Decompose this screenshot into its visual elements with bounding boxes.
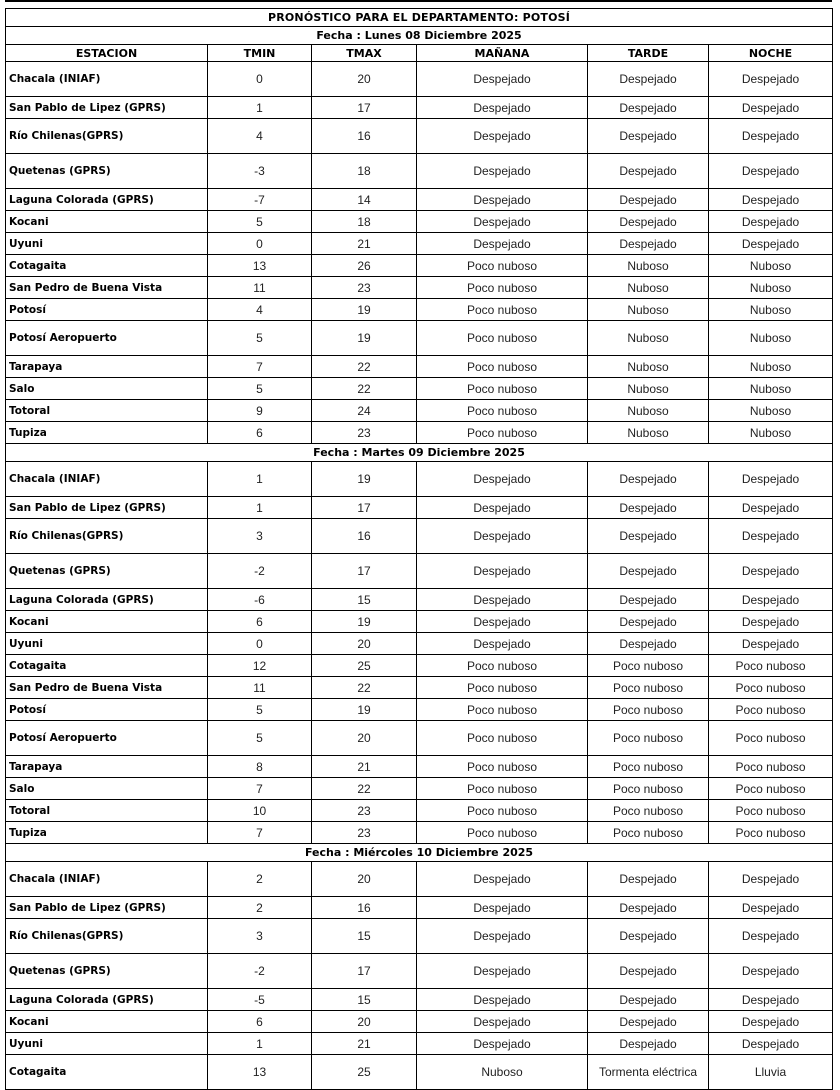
table-row xyxy=(6,400,833,422)
table-row xyxy=(6,497,833,519)
cell-night: Despejado xyxy=(709,519,833,554)
table-row xyxy=(6,778,833,800)
cell-tmax: 16 xyxy=(312,897,417,919)
cell-night: Despejado xyxy=(709,954,833,989)
cell-afternoon: Despejado xyxy=(588,954,709,989)
cell-tmin: 12 xyxy=(208,655,312,677)
cell-morning: Despejado xyxy=(417,919,588,954)
cell-tmin: 1 xyxy=(208,97,312,119)
cell-station: San Pedro de Buena Vista xyxy=(6,277,208,299)
cell-morning: Nuboso xyxy=(417,1055,588,1090)
cell-afternoon: Poco nuboso xyxy=(588,756,709,778)
cell-night: Poco nuboso xyxy=(709,822,833,844)
cell-tmax: 20 xyxy=(312,62,417,97)
cell-tmax: 21 xyxy=(312,756,417,778)
cell-afternoon: Poco nuboso xyxy=(588,655,709,677)
cell-morning: Despejado xyxy=(417,462,588,497)
table-row xyxy=(6,154,833,189)
table-row xyxy=(6,633,833,655)
table-row xyxy=(6,919,833,954)
cell-night: Despejado xyxy=(709,97,833,119)
cell-tmax: 23 xyxy=(312,277,417,299)
cell-station: Tarapaya xyxy=(6,356,208,378)
cell-night: Despejado xyxy=(709,1011,833,1033)
table-row xyxy=(6,611,833,633)
table-row xyxy=(6,589,833,611)
cell-afternoon: Despejado xyxy=(588,233,709,255)
cell-tmax: 20 xyxy=(312,721,417,756)
cell-station: Totoral xyxy=(6,400,208,422)
table-row xyxy=(6,800,833,822)
cell-morning: Poco nuboso xyxy=(417,299,588,321)
cell-morning: Poco nuboso xyxy=(417,400,588,422)
table-row xyxy=(6,62,833,97)
cell-night: Poco nuboso xyxy=(709,699,833,721)
table-row xyxy=(6,255,833,277)
cell-morning: Despejado xyxy=(417,989,588,1011)
cell-tmin: 1 xyxy=(208,462,312,497)
column-header-station: ESTACION xyxy=(6,45,208,62)
page-title: PRONÓSTICO PARA EL DEPARTAMENTO: POTOSÍ xyxy=(6,9,833,27)
table-row xyxy=(6,954,833,989)
cell-afternoon: Nuboso xyxy=(588,378,709,400)
cell-station: Kocani xyxy=(6,211,208,233)
cell-afternoon: Despejado xyxy=(588,519,709,554)
cell-tmin: 6 xyxy=(208,611,312,633)
cell-afternoon: Despejado xyxy=(588,633,709,655)
cell-morning: Poco nuboso xyxy=(417,277,588,299)
table-row xyxy=(6,119,833,154)
cell-station: Quetenas (GPRS) xyxy=(6,554,208,589)
cell-tmin: 5 xyxy=(208,321,312,356)
cell-tmax: 22 xyxy=(312,378,417,400)
cell-station: Kocani xyxy=(6,611,208,633)
cell-tmin: 3 xyxy=(208,519,312,554)
cell-night: Nuboso xyxy=(709,422,833,444)
cell-night: Nuboso xyxy=(709,321,833,356)
cell-afternoon: Despejado xyxy=(588,611,709,633)
table-row xyxy=(6,699,833,721)
cell-afternoon: Poco nuboso xyxy=(588,677,709,699)
cell-tmax: 26 xyxy=(312,255,417,277)
cell-tmax: 23 xyxy=(312,422,417,444)
cell-night: Despejado xyxy=(709,862,833,897)
cell-afternoon: Despejado xyxy=(588,919,709,954)
cell-afternoon: Poco nuboso xyxy=(588,699,709,721)
cell-station: Chacala (INIAF) xyxy=(6,462,208,497)
cell-tmax: 18 xyxy=(312,211,417,233)
column-header-morning: MAÑANA xyxy=(417,45,588,62)
cell-tmax: 14 xyxy=(312,189,417,211)
cell-afternoon: Despejado xyxy=(588,1011,709,1033)
cell-tmin: 1 xyxy=(208,497,312,519)
table-row xyxy=(6,211,833,233)
cell-station: Laguna Colorada (GPRS) xyxy=(6,189,208,211)
column-header-afternoon: TARDE xyxy=(588,45,709,62)
cell-tmin: 5 xyxy=(208,699,312,721)
cell-afternoon: Despejado xyxy=(588,1033,709,1055)
cell-night: Poco nuboso xyxy=(709,778,833,800)
cell-tmin: -6 xyxy=(208,589,312,611)
cell-tmin: 3 xyxy=(208,919,312,954)
cell-tmax: 25 xyxy=(312,1055,417,1090)
cell-tmax: 15 xyxy=(312,589,417,611)
cell-night: Despejado xyxy=(709,919,833,954)
cell-night: Poco nuboso xyxy=(709,721,833,756)
cell-night: Despejado xyxy=(709,189,833,211)
cell-afternoon: Poco nuboso xyxy=(588,822,709,844)
cell-afternoon: Nuboso xyxy=(588,356,709,378)
cell-night: Poco nuboso xyxy=(709,800,833,822)
cell-morning: Despejado xyxy=(417,862,588,897)
table-row xyxy=(6,321,833,356)
cell-morning: Poco nuboso xyxy=(417,721,588,756)
cell-afternoon: Despejado xyxy=(588,62,709,97)
cell-tmax: 25 xyxy=(312,655,417,677)
cell-night: Despejado xyxy=(709,233,833,255)
cell-tmin: -2 xyxy=(208,954,312,989)
cell-morning: Poco nuboso xyxy=(417,422,588,444)
date-header: Fecha : Miércoles 10 Diciembre 2025 xyxy=(6,844,833,862)
cell-morning: Poco nuboso xyxy=(417,321,588,356)
cell-morning: Despejado xyxy=(417,1033,588,1055)
cell-night: Nuboso xyxy=(709,356,833,378)
cell-morning: Despejado xyxy=(417,497,588,519)
forecast-table xyxy=(5,8,833,1090)
table-row xyxy=(6,1055,833,1090)
column-header-row xyxy=(6,45,833,62)
cell-tmin: -7 xyxy=(208,189,312,211)
cell-morning: Poco nuboso xyxy=(417,655,588,677)
cell-tmin: 7 xyxy=(208,822,312,844)
cell-station: Quetenas (GPRS) xyxy=(6,954,208,989)
cell-morning: Despejado xyxy=(417,211,588,233)
cell-tmax: 15 xyxy=(312,989,417,1011)
column-header-night: NOCHE xyxy=(709,45,833,62)
cell-tmin: 11 xyxy=(208,677,312,699)
cell-afternoon: Despejado xyxy=(588,989,709,1011)
cell-afternoon: Nuboso xyxy=(588,255,709,277)
cell-tmin: -2 xyxy=(208,554,312,589)
table-row xyxy=(6,655,833,677)
cell-station: Potosí xyxy=(6,299,208,321)
cell-afternoon: Poco nuboso xyxy=(588,778,709,800)
date-header: Fecha : Lunes 08 Diciembre 2025 xyxy=(6,27,833,45)
column-header-tmin: TMIN xyxy=(208,45,312,62)
cell-tmax: 18 xyxy=(312,154,417,189)
cell-tmin: 4 xyxy=(208,299,312,321)
cell-morning: Despejado xyxy=(417,611,588,633)
cell-tmin: 0 xyxy=(208,233,312,255)
cell-afternoon: Nuboso xyxy=(588,277,709,299)
cell-morning: Despejado xyxy=(417,62,588,97)
table-row xyxy=(6,1033,833,1055)
cell-afternoon: Nuboso xyxy=(588,321,709,356)
table-row xyxy=(6,989,833,1011)
cell-afternoon: Nuboso xyxy=(588,299,709,321)
cell-tmax: 23 xyxy=(312,800,417,822)
cell-night: Nuboso xyxy=(709,378,833,400)
cell-night: Nuboso xyxy=(709,299,833,321)
cell-night: Despejado xyxy=(709,119,833,154)
cell-tmax: 20 xyxy=(312,862,417,897)
cell-tmin: 0 xyxy=(208,633,312,655)
cell-station: Laguna Colorada (GPRS) xyxy=(6,589,208,611)
cell-station: San Pablo de Lipez (GPRS) xyxy=(6,97,208,119)
cell-morning: Despejado xyxy=(417,633,588,655)
cell-tmax: 19 xyxy=(312,611,417,633)
cell-station: Tupiza xyxy=(6,822,208,844)
cell-night: Despejado xyxy=(709,497,833,519)
table-row xyxy=(6,422,833,444)
cell-station: Cotagaita xyxy=(6,255,208,277)
cell-morning: Despejado xyxy=(417,189,588,211)
cell-station: Kocani xyxy=(6,1011,208,1033)
cell-tmin: 7 xyxy=(208,778,312,800)
cell-tmin: 13 xyxy=(208,1055,312,1090)
cell-tmax: 19 xyxy=(312,321,417,356)
cell-station: Laguna Colorada (GPRS) xyxy=(6,989,208,1011)
cell-afternoon: Despejado xyxy=(588,589,709,611)
cell-tmax: 17 xyxy=(312,954,417,989)
cell-afternoon: Despejado xyxy=(588,211,709,233)
cell-night: Nuboso xyxy=(709,255,833,277)
cell-afternoon: Despejado xyxy=(588,462,709,497)
cell-station: Potosí xyxy=(6,699,208,721)
table-row xyxy=(6,189,833,211)
table-row xyxy=(6,277,833,299)
cell-morning: Despejado xyxy=(417,233,588,255)
cell-night: Despejado xyxy=(709,611,833,633)
cell-afternoon: Despejado xyxy=(588,554,709,589)
cell-night: Poco nuboso xyxy=(709,756,833,778)
forecast-table-body xyxy=(6,9,833,1090)
cell-tmin: 6 xyxy=(208,422,312,444)
cell-night: Despejado xyxy=(709,462,833,497)
cell-station: Uyuni xyxy=(6,1033,208,1055)
cell-station: Chacala (INIAF) xyxy=(6,862,208,897)
cell-tmax: 17 xyxy=(312,497,417,519)
cell-afternoon: Despejado xyxy=(588,154,709,189)
table-row xyxy=(6,721,833,756)
cell-tmin: 2 xyxy=(208,897,312,919)
cell-morning: Poco nuboso xyxy=(417,356,588,378)
cell-afternoon: Despejado xyxy=(588,97,709,119)
cell-morning: Despejado xyxy=(417,554,588,589)
date-header: Fecha : Martes 09 Diciembre 2025 xyxy=(6,444,833,462)
cell-morning: Poco nuboso xyxy=(417,778,588,800)
cell-tmax: 19 xyxy=(312,299,417,321)
cell-morning: Despejado xyxy=(417,589,588,611)
table-row xyxy=(6,97,833,119)
cell-tmin: -3 xyxy=(208,154,312,189)
cell-station: Salo xyxy=(6,378,208,400)
table-row xyxy=(6,756,833,778)
cell-morning: Despejado xyxy=(417,119,588,154)
cell-tmax: 19 xyxy=(312,699,417,721)
cell-tmax: 20 xyxy=(312,1011,417,1033)
cell-tmax: 17 xyxy=(312,554,417,589)
table-row xyxy=(6,519,833,554)
table-row xyxy=(6,1011,833,1033)
cell-tmin: 2 xyxy=(208,862,312,897)
table-row xyxy=(6,897,833,919)
cell-tmax: 16 xyxy=(312,519,417,554)
cell-tmax: 22 xyxy=(312,356,417,378)
table-row xyxy=(6,462,833,497)
cell-afternoon: Despejado xyxy=(588,862,709,897)
cell-station: Cotagaita xyxy=(6,655,208,677)
cell-morning: Poco nuboso xyxy=(417,822,588,844)
cell-afternoon: Despejado xyxy=(588,497,709,519)
cell-night: Poco nuboso xyxy=(709,677,833,699)
cell-morning: Despejado xyxy=(417,1011,588,1033)
cell-morning: Despejado xyxy=(417,954,588,989)
cell-station: Potosí Aeropuerto xyxy=(6,321,208,356)
cell-station: Uyuni xyxy=(6,633,208,655)
table-row xyxy=(6,378,833,400)
cell-tmin: 8 xyxy=(208,756,312,778)
cell-station: Río Chilenas(GPRS) xyxy=(6,119,208,154)
table-row xyxy=(6,862,833,897)
title-row xyxy=(6,9,833,27)
cell-afternoon: Poco nuboso xyxy=(588,800,709,822)
cell-station: Cotagaita xyxy=(6,1055,208,1090)
cell-night: Despejado xyxy=(709,554,833,589)
cell-tmax: 19 xyxy=(312,462,417,497)
cell-afternoon: Tormenta eléctrica xyxy=(588,1055,709,1090)
cell-morning: Poco nuboso xyxy=(417,255,588,277)
cell-tmin: 5 xyxy=(208,378,312,400)
cell-afternoon: Despejado xyxy=(588,189,709,211)
cell-morning: Poco nuboso xyxy=(417,378,588,400)
cell-afternoon: Despejado xyxy=(588,897,709,919)
cell-night: Poco nuboso xyxy=(709,655,833,677)
cell-tmax: 15 xyxy=(312,919,417,954)
cell-tmin: 1 xyxy=(208,1033,312,1055)
cell-station: San Pablo de Lipez (GPRS) xyxy=(6,897,208,919)
cell-afternoon: Despejado xyxy=(588,119,709,154)
table-row xyxy=(6,554,833,589)
cell-night: Despejado xyxy=(709,589,833,611)
cell-morning: Poco nuboso xyxy=(417,699,588,721)
cell-tmax: 20 xyxy=(312,633,417,655)
cell-morning: Poco nuboso xyxy=(417,677,588,699)
cell-night: Nuboso xyxy=(709,400,833,422)
cell-tmin: 9 xyxy=(208,400,312,422)
cell-night: Nuboso xyxy=(709,277,833,299)
table-row xyxy=(6,356,833,378)
cell-tmin: 5 xyxy=(208,211,312,233)
cell-night: Despejado xyxy=(709,62,833,97)
cell-morning: Despejado xyxy=(417,154,588,189)
date-row xyxy=(6,844,833,862)
cell-night: Despejado xyxy=(709,154,833,189)
cell-tmin: 0 xyxy=(208,62,312,97)
cell-tmin: 10 xyxy=(208,800,312,822)
table-row xyxy=(6,299,833,321)
cell-station: Chacala (INIAF) xyxy=(6,62,208,97)
cell-tmin: 6 xyxy=(208,1011,312,1033)
cell-station: Totoral xyxy=(6,800,208,822)
cell-tmax: 22 xyxy=(312,677,417,699)
cell-morning: Poco nuboso xyxy=(417,800,588,822)
top-border xyxy=(5,0,832,2)
cell-afternoon: Poco nuboso xyxy=(588,721,709,756)
cell-tmax: 21 xyxy=(312,1033,417,1055)
table-row xyxy=(6,677,833,699)
cell-tmin: 5 xyxy=(208,721,312,756)
cell-tmax: 17 xyxy=(312,97,417,119)
cell-tmax: 24 xyxy=(312,400,417,422)
cell-tmin: 11 xyxy=(208,277,312,299)
cell-night: Despejado xyxy=(709,1033,833,1055)
cell-night: Despejado xyxy=(709,897,833,919)
cell-tmin: 4 xyxy=(208,119,312,154)
cell-tmin: 7 xyxy=(208,356,312,378)
cell-station: Potosí Aeropuerto xyxy=(6,721,208,756)
table-row xyxy=(6,822,833,844)
cell-morning: Despejado xyxy=(417,519,588,554)
cell-station: Río Chilenas(GPRS) xyxy=(6,919,208,954)
cell-afternoon: Nuboso xyxy=(588,422,709,444)
cell-tmax: 23 xyxy=(312,822,417,844)
cell-station: Salo xyxy=(6,778,208,800)
cell-morning: Despejado xyxy=(417,97,588,119)
date-row xyxy=(6,444,833,462)
column-header-tmax: TMAX xyxy=(312,45,417,62)
cell-station: Quetenas (GPRS) xyxy=(6,154,208,189)
cell-station: San Pedro de Buena Vista xyxy=(6,677,208,699)
cell-station: San Pablo de Lipez (GPRS) xyxy=(6,497,208,519)
cell-morning: Despejado xyxy=(417,897,588,919)
cell-tmin: 13 xyxy=(208,255,312,277)
cell-station: Uyuni xyxy=(6,233,208,255)
cell-tmax: 22 xyxy=(312,778,417,800)
cell-morning: Poco nuboso xyxy=(417,756,588,778)
cell-station: Tarapaya xyxy=(6,756,208,778)
cell-night: Lluvia xyxy=(709,1055,833,1090)
date-row xyxy=(6,27,833,45)
cell-afternoon: Nuboso xyxy=(588,400,709,422)
cell-tmax: 21 xyxy=(312,233,417,255)
cell-night: Despejado xyxy=(709,211,833,233)
cell-station: Tupiza xyxy=(6,422,208,444)
cell-tmin: -5 xyxy=(208,989,312,1011)
cell-night: Despejado xyxy=(709,989,833,1011)
table-row xyxy=(6,233,833,255)
cell-tmax: 16 xyxy=(312,119,417,154)
cell-night: Despejado xyxy=(709,633,833,655)
cell-station: Río Chilenas(GPRS) xyxy=(6,519,208,554)
